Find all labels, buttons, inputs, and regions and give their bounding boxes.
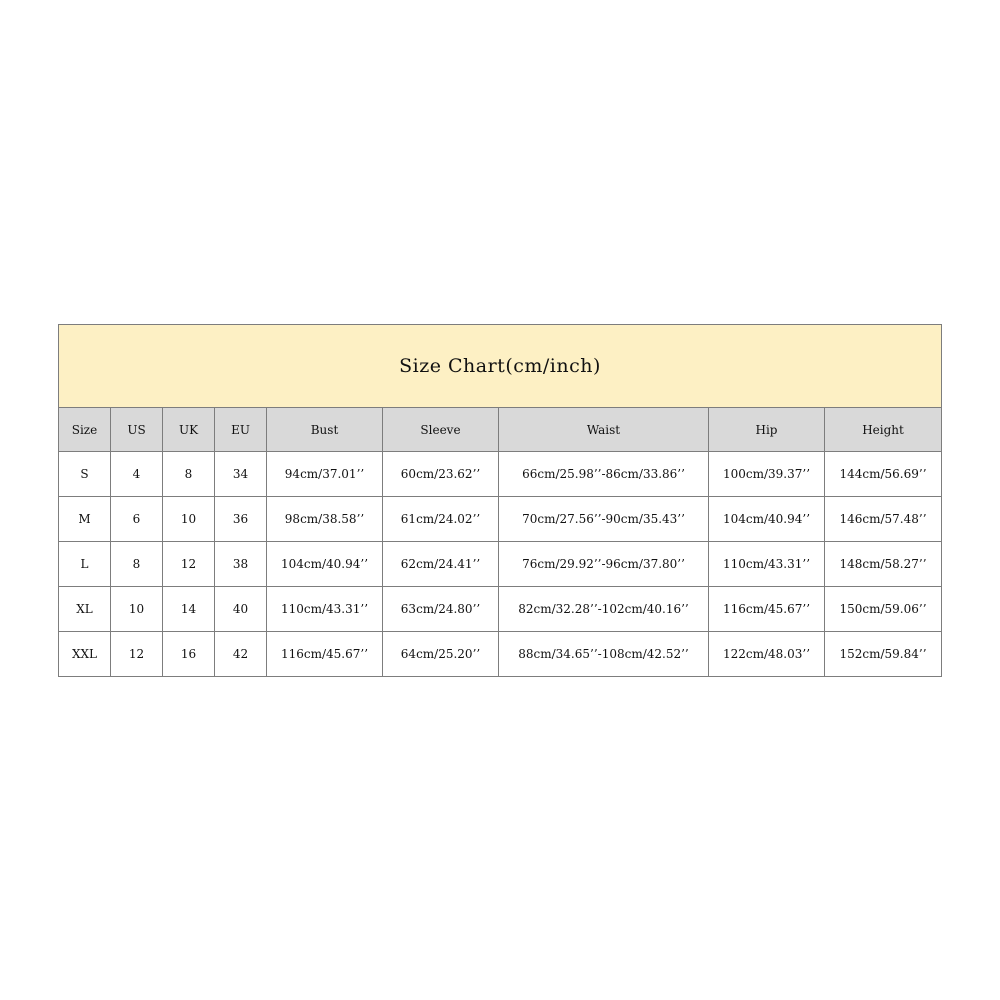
table-cell-height: 152cm/59.84’’ bbox=[825, 632, 942, 677]
header-row bbox=[59, 408, 942, 452]
table-cell-bust: 116cm/45.67’’ bbox=[267, 632, 383, 677]
table-cell-height: 146cm/57.48’’ bbox=[825, 497, 942, 542]
table-row bbox=[59, 542, 942, 587]
table-cell-us: 8 bbox=[111, 542, 163, 587]
table-cell-uk: 8 bbox=[163, 452, 215, 497]
table-cell-waist: 82cm/32.28’’-102cm/40.16’’ bbox=[499, 587, 709, 632]
table-body bbox=[59, 452, 942, 677]
table-cell-bust: 98cm/38.58’’ bbox=[267, 497, 383, 542]
table-cell-eu: 34 bbox=[215, 452, 267, 497]
table-cell-hip: 116cm/45.67’’ bbox=[709, 587, 825, 632]
column-header-hip: Hip bbox=[709, 408, 825, 452]
column-header-us: US bbox=[111, 408, 163, 452]
table-cell-uk: 12 bbox=[163, 542, 215, 587]
table-cell-hip: 110cm/43.31’’ bbox=[709, 542, 825, 587]
table-cell-sleeve: 63cm/24.80’’ bbox=[383, 587, 499, 632]
table-cell-bust: 94cm/37.01’’ bbox=[267, 452, 383, 497]
table-cell-bust: 110cm/43.31’’ bbox=[267, 587, 383, 632]
table-cell-sleeve: 60cm/23.62’’ bbox=[383, 452, 499, 497]
table-cell-eu: 38 bbox=[215, 542, 267, 587]
table-cell-uk: 10 bbox=[163, 497, 215, 542]
table-cell-size: M bbox=[59, 497, 111, 542]
table-cell-sleeve: 62cm/24.41’’ bbox=[383, 542, 499, 587]
table-cell-height: 150cm/59.06’’ bbox=[825, 587, 942, 632]
column-header-eu: EU bbox=[215, 408, 267, 452]
table-cell-us: 4 bbox=[111, 452, 163, 497]
table-row bbox=[59, 632, 942, 677]
table-cell-waist: 88cm/34.65’’-108cm/42.52’’ bbox=[499, 632, 709, 677]
table-cell-size: S bbox=[59, 452, 111, 497]
table-cell-size: XXL bbox=[59, 632, 111, 677]
table-cell-us: 10 bbox=[111, 587, 163, 632]
column-header-sleeve: Sleeve bbox=[383, 408, 499, 452]
table-cell-us: 6 bbox=[111, 497, 163, 542]
chart-title: Size Chart(cm/inch) bbox=[59, 325, 942, 408]
table-cell-size: XL bbox=[59, 587, 111, 632]
table-cell-bust: 104cm/40.94’’ bbox=[267, 542, 383, 587]
table-cell-uk: 14 bbox=[163, 587, 215, 632]
table-cell-size: L bbox=[59, 542, 111, 587]
column-header-uk: UK bbox=[163, 408, 215, 452]
table-row bbox=[59, 452, 942, 497]
table-cell-eu: 40 bbox=[215, 587, 267, 632]
table-cell-sleeve: 64cm/25.20’’ bbox=[383, 632, 499, 677]
table-cell-hip: 100cm/39.37’’ bbox=[709, 452, 825, 497]
column-header-size: Size bbox=[59, 408, 111, 452]
table-cell-height: 144cm/56.69’’ bbox=[825, 452, 942, 497]
table-cell-waist: 66cm/25.98’’-86cm/33.86’’ bbox=[499, 452, 709, 497]
table-cell-hip: 104cm/40.94’’ bbox=[709, 497, 825, 542]
table-cell-hip: 122cm/48.03’’ bbox=[709, 632, 825, 677]
table-cell-waist: 70cm/27.56’’-90cm/35.43’’ bbox=[499, 497, 709, 542]
size-chart-table bbox=[58, 324, 942, 677]
table-row bbox=[59, 497, 942, 542]
column-header-bust: Bust bbox=[267, 408, 383, 452]
table-cell-us: 12 bbox=[111, 632, 163, 677]
column-header-height: Height bbox=[825, 408, 942, 452]
column-header-waist: Waist bbox=[499, 408, 709, 452]
table-cell-uk: 16 bbox=[163, 632, 215, 677]
table-cell-eu: 42 bbox=[215, 632, 267, 677]
table-cell-waist: 76cm/29.92’’-96cm/37.80’’ bbox=[499, 542, 709, 587]
table-cell-height: 148cm/58.27’’ bbox=[825, 542, 942, 587]
table-cell-eu: 36 bbox=[215, 497, 267, 542]
table-cell-sleeve: 61cm/24.02’’ bbox=[383, 497, 499, 542]
table-row bbox=[59, 587, 942, 632]
